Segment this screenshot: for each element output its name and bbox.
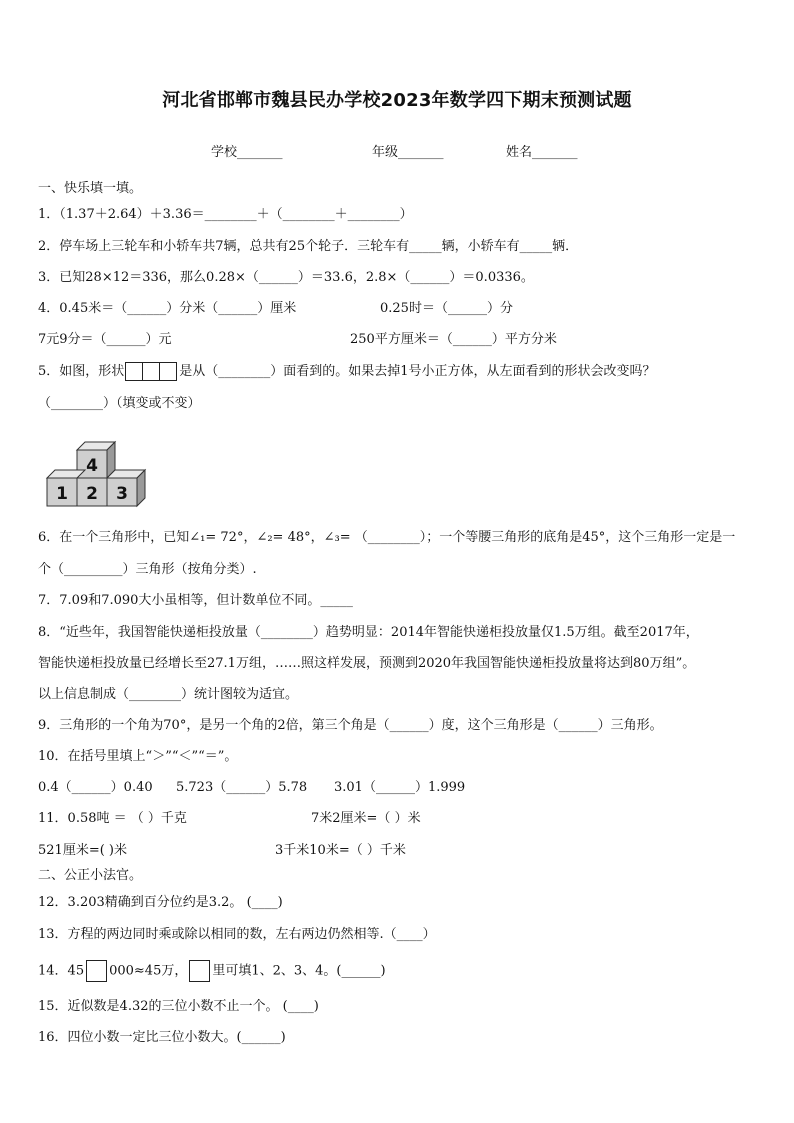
question-11c: 521厘米=( )米 [38,843,127,858]
row-of-squares-figure [126,362,177,381]
question-7: 7．7.09和7.090大小虽相等，但计数单位不同。_____ [38,593,353,608]
question-11b: 7米2厘米=（ ）米 [311,811,421,826]
cube-label-3: 3 [116,484,128,504]
question-8a: 8．“近些年，我国智能快递柜投放量（________）趋势明显：2014年智能快递柜投放量仅1.5万组。截至2017年， [38,625,699,640]
question-10b: 5.723（______）5.78 [176,780,308,795]
cube-label-2: 2 [86,484,98,504]
question-4c: 7元9分＝（______）元 [38,332,172,347]
cube-label-1: 1 [56,484,68,504]
question-4a: 4．0.45米＝（______）分米（______）厘米 [38,301,297,316]
question-5b: （________）（填变或不变） [38,396,201,411]
question-12: 12．3.203精确到百分位约是3.2。 (____) [38,895,283,910]
question-13: 13．方程的两边同时乘或除以相同的数，左右两边仍然相等.（____） [38,927,436,942]
page-title: 河北省邯郸市魏县民办学校2023年数学四下期末预测试题 [162,90,632,111]
cube-label-4: 4 [86,456,98,476]
question-9: 9．三角形的一个角为70°，是另一个角的2倍，第三个角是（______）度，这个三角形是（______）三角形。 [38,718,663,733]
section-heading-1: 一、快乐填一填。 [38,181,143,196]
question-14-part-a: 14．45 [38,963,85,979]
question-5-prefix: 5．如图，形状 [38,364,125,379]
question-10: 10．在括号里填上“＞”“＜”“＝”。 [38,749,238,764]
cubes-figure [44,438,164,518]
school-field: 学校_______ [211,145,283,160]
question-10c: 3.01（______）1.999 [334,780,466,795]
question-5-suffix: 是从（________）面看到的。如果去掉1号小正方体，从左面看到的形状会改变吗？ [179,364,656,379]
question-8b: 智能快递柜投放量已经增长至27.1万组，……照这样发展，预测到2020年我国智能快递柜投放量将达到80万组”。 [38,656,696,671]
question-6b: 个（_________）三角形（按角分类）. [38,562,257,577]
question-1: 1．（1.37＋2.64）＋3.36＝________＋（________＋________） [38,207,413,222]
question-2: 2．停车场上三轮车和小轿车共7辆，总共有25个轮子．三轮车有_____辆，小轿车有_____辆． [38,239,579,254]
question-15: 15．近似数是4.32的三位小数不止一个。 (____) [38,999,319,1014]
question-4b: 0.25时＝（______）分 [380,301,513,316]
question-14-part-c: 里可填1、2、3、4。(______) [212,963,386,979]
question-16: 16．四位小数一定比三位小数大。(______) [38,1030,286,1045]
question-14 [38,960,386,982]
question-6a: 6．在一个三角形中，已知∠₁= 72°，∠₂= 48°，∠₃= （________）；一个等腰三角形的底角是45°，这个三角形一定是一 [38,530,736,545]
blank-box-2 [189,960,210,982]
question-8c: 以上信息制成（________）统计图较为适宜。 [38,687,299,702]
question-11a: 11．0.58吨 ＝ （ ）千克 [38,811,187,826]
question-11d: 3千米10米=（ ）千米 [275,843,406,858]
name-field: 姓名_______ [506,145,578,160]
blank-box-1 [86,960,107,982]
question-4d: 250平方厘米＝（______）平方分米 [350,332,557,347]
question-5 [38,362,656,381]
question-10a: 0.4（______）0.40 [38,780,153,795]
question-14-part-b: 000≈45万， [109,963,188,979]
section-heading-2: 二、公正小法官。 [38,868,143,883]
question-3: 3．已知28×12＝336，那么0.28×（______）＝33.6，2.8×（______）＝0.0336。 [38,270,534,285]
grade-field: 年级_______ [372,145,444,160]
